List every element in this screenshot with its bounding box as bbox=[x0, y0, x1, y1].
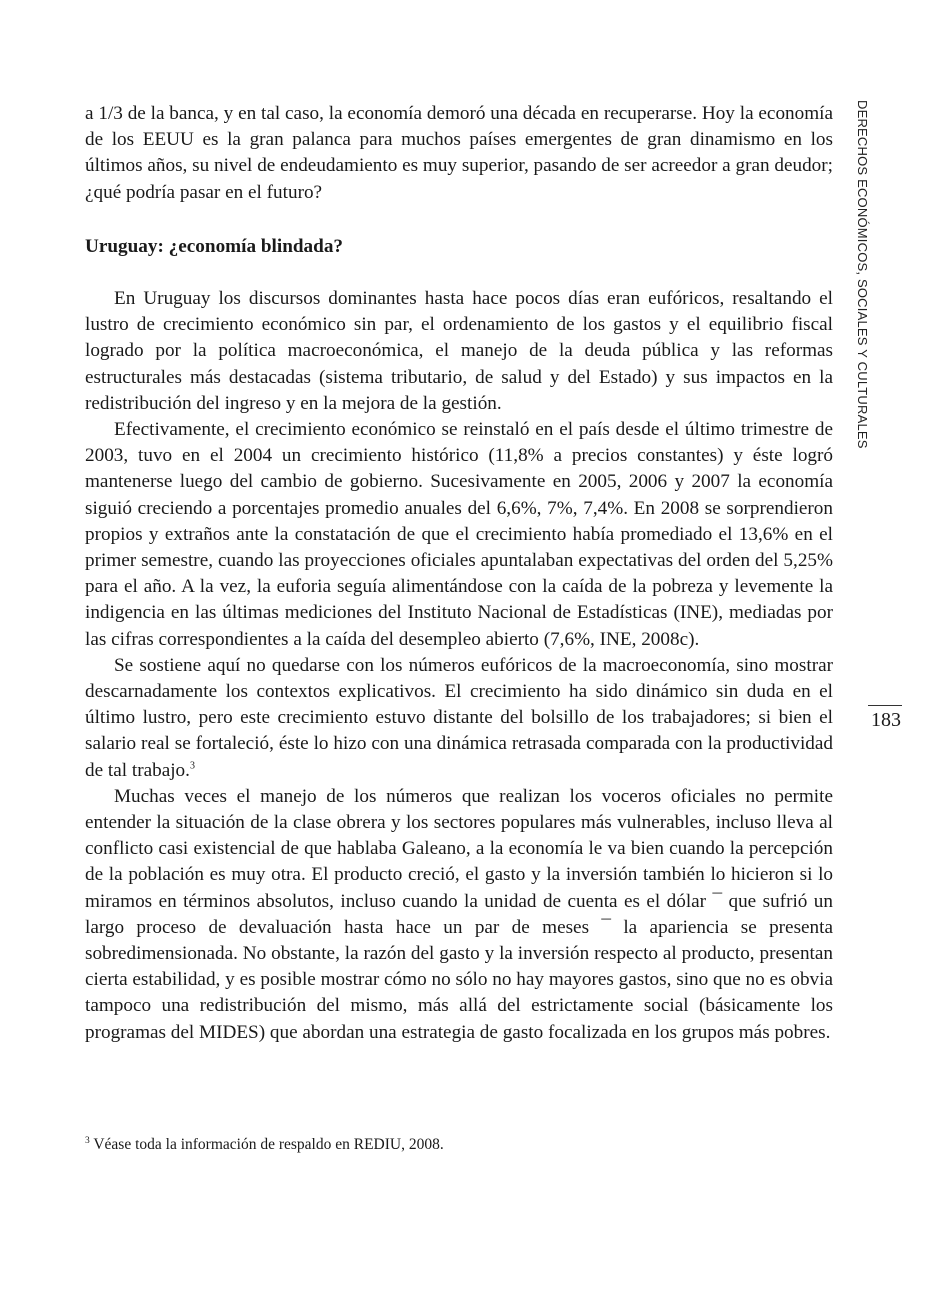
paragraph-4: Muchas veces el manejo de los números que realizan los voceros oficiales no permite entender la situación de la clase obrera y los sectores populares más vulnerables, incluso lleva al conflicto casi existencial de que hablaba Galeano, a la economía le va bien cuando la percepción de la población es muy otra. El producto creció, el gasto y la inversión también lo hicieron si lo miramos en términos absolutos, incluso cuando la unidad de cuenta es el dólar ¯ que sufrió un largo proceso de devaluación hasta hace un par de meses ¯ la apariencia se presenta sobredimensionada. No obstante, la razón del gasto y la inversión respecto al producto, presentan cierta estabilidad, y es posible mostrar cómo no sólo no hay mayores gastos, sino que no es obvia tampoco una redistribución del mismo, más allá del estrictamente social (básicamente los programas del MIDES) que abordan una estrategia de gasto focalizada en los grupos más pobres. bbox=[85, 785, 833, 1043]
running-head-text: DERECHOS ECONÓMICOS, SOCIALES Y CULTURALES bbox=[855, 100, 870, 449]
paragraph-3 bbox=[85, 653, 833, 784]
running-head bbox=[855, 100, 888, 449]
paragraph-2: Efectivamente, el crecimiento económico se reinstaló en el país desde el último trimestre de 2003, tuvo en el 2004 un crecimiento histórico (11,8% a precios constantes) y éste logró mantenerse luego del cambio de gobierno. Sucesivamente en 2005, 2006 y 2007 la economía siguió creciendo a porcentajes promedio anuales del 6,6%, 7%, 7,4%. En 2008 se sorprendieron propios y extraños ante la constatación de que el crecimiento había promediado el 13,6% en el primer semestre, cuando las proyecciones oficiales apuntalaban expectativas del orden del 5,25% para el año. A la vez, la euforia seguía alimentándose con la caída de la pobreza y levemente la indigencia en las últimas mediciones del Instituto Nacional de Estadísticas (INE), mediadas por las cifras correspondientes a la caída del desempleo abierto (7,6%, INE, 2008c). bbox=[85, 419, 833, 650]
paragraph-1: En Uruguay los discursos dominantes hasta hace pocos días eran eufóricos, resaltando el lustro de crecimiento económico sin par, el ordenamiento de los gastos y el equilibrio fiscal logrado por la política macroeconómica, el manejo de la deuda pública y las reformas estructurales más destacadas (sistema tributario, de salud y del Estado) y sus impactos en la redistribución del ingreso y en la mejora de la gestión. bbox=[85, 288, 833, 414]
footnote-mark: 3 bbox=[85, 1135, 90, 1146]
page-number: 183 bbox=[871, 709, 901, 731]
intro-paragraph: a 1/3 de la banca, y en tal caso, la economía demoró una década en recuperarse. Hoy la economía de los EEUU es la gran palanca para muchos países emergentes de gran dinamismo en los últimos años, su nivel de endeudamiento es muy superior, pasando de ser acreedor a gran deudor; ¿qué podría pasar en el futuro? bbox=[85, 103, 833, 203]
footnote-reference: 3 bbox=[189, 760, 195, 772]
body-text bbox=[85, 286, 833, 1046]
footnote-text: Véase toda la información de respaldo en REDIU, 2008. bbox=[89, 1136, 444, 1153]
intro-block bbox=[85, 101, 833, 206]
footnote bbox=[85, 1135, 833, 1155]
section-heading: Uruguay: ¿economía blindada? bbox=[85, 236, 344, 257]
folio-rule bbox=[868, 705, 902, 706]
paragraph-3-text: Se sostiene aquí no quedarse con los números eufóricos de la macroeconomía, sino mostrar descarnadamente los contextos explicativos. El crecimiento ha sido dinámico sin duda en el último lustro, pero este crecimiento estuvo distante del bolsillo de los trabajadores; si bien el salario real se fortaleció, éste lo hizo con una dinámica retrasada comparada con la productividad de tal trabajo. bbox=[85, 654, 833, 781]
